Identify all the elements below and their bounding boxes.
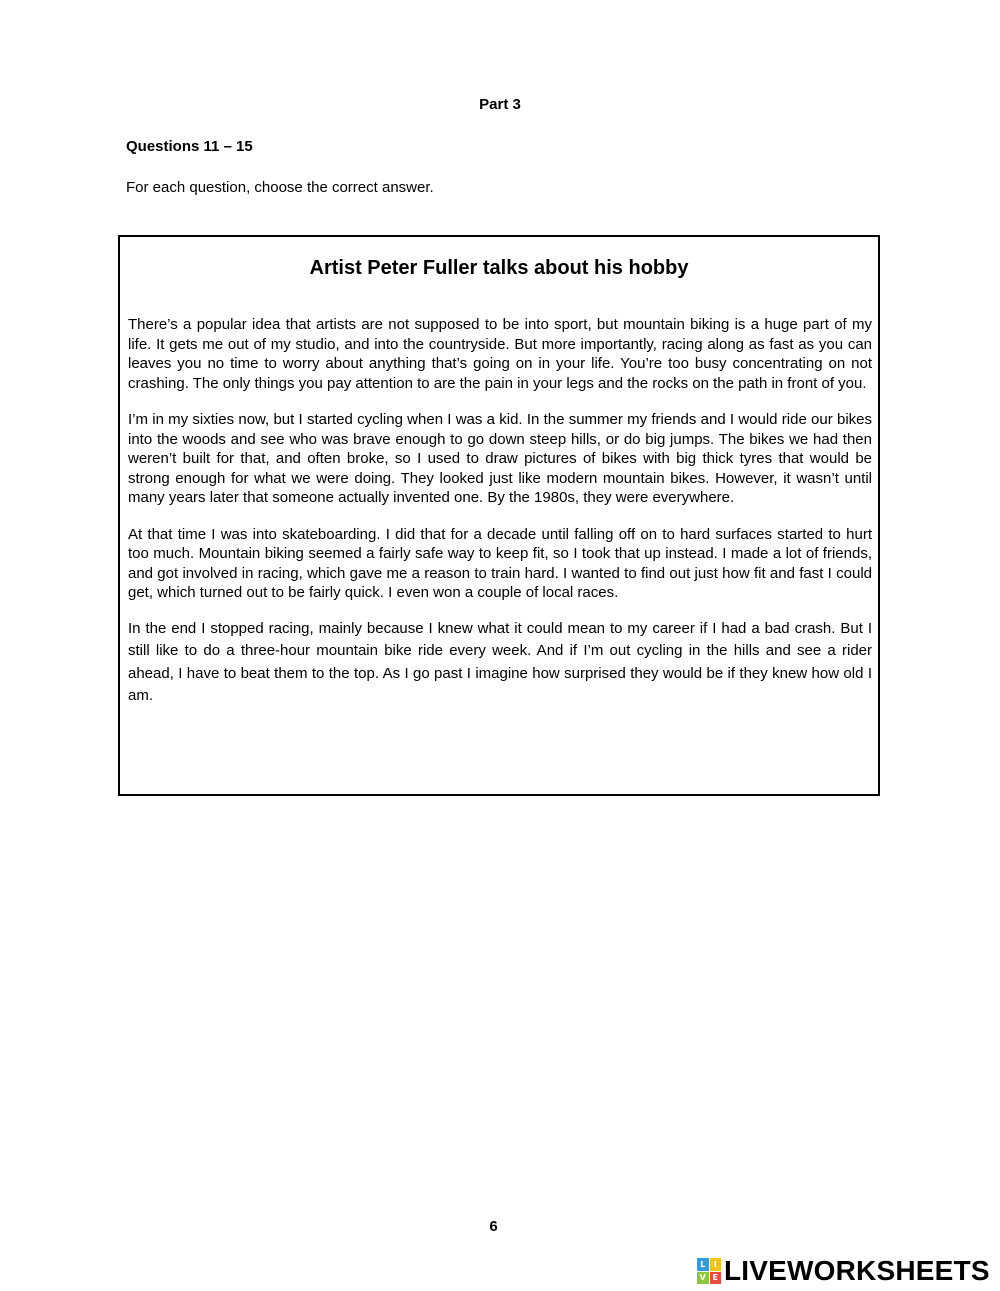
instruction-text: For each question, choose the correct answer. (126, 179, 434, 196)
passage-body (128, 315, 872, 725)
logo-tile: L (697, 1258, 709, 1271)
passage-paragraph-1: There’s a popular idea that artists are not supposed to be into sport, but mountain biking is a huge part of my life. It gets me out of my studio, and into the countryside. But more importantly, racing along as fast as you can leaves you no time to worry about anything that’s going on in your life. You’re too busy concentrating on not crashing. The only things you pay attention to are the pain in your legs and the rocks on the path in front of you. (128, 316, 872, 392)
part-heading: Part 3 (479, 96, 521, 113)
passage-title: Artist Peter Fuller talks about his hobby (309, 257, 689, 279)
logo-tile: V (697, 1272, 709, 1285)
logo-tile: E (710, 1272, 722, 1285)
logo-tile: I (710, 1258, 722, 1271)
passage-box (118, 235, 880, 796)
brand-text: LIVEWORKSHEETS (724, 1255, 990, 1286)
page-number: 6 (489, 1218, 498, 1235)
passage-paragraph-3: At that time I was into skateboarding. I did that for a decade until falling off on to hard surfaces started to hurt too much. Mountain biking seemed a fairly safe way to keep fit, so I took that up instead. I made a lot of friends, and got involved in racing, which gave me a reason to train hard. I wanted to find out just how fit and fast I could get, which turned out to be fairly quick. I even won a couple of local races. (128, 525, 872, 601)
liveworksheets-brand[interactable] (697, 1256, 990, 1286)
liveworksheets-logo-icon (697, 1258, 721, 1284)
passage-paragraph-4: In the end I stopped racing, mainly because I knew what it could mean to my career if I had a bad crash. But I still like to do a three-hour mountain bike ride every week. And if I’m out cycling in the hills and see a rider ahead, I have to beat them to the top. As I go past I imagine how surprised they would be if they knew how old I am. (128, 619, 872, 704)
passage-paragraph-2: I’m in my sixties now, but I started cycling when I was a kid. In the summer my friends and I would ride our bikes into the woods and see who was brave enough to go down steep hills, or do big jumps. The bikes we had then weren’t built for that, and often broke, so I used to draw pictures of bikes with big thick tyres that would be strong enough for what we were doing. They looked just like modern mountain bikes. However, it wasn’t until many years later that someone actually invented one. By the 1980s, they were everywhere. (128, 411, 872, 506)
questions-heading: Questions 11 – 15 (126, 138, 253, 155)
